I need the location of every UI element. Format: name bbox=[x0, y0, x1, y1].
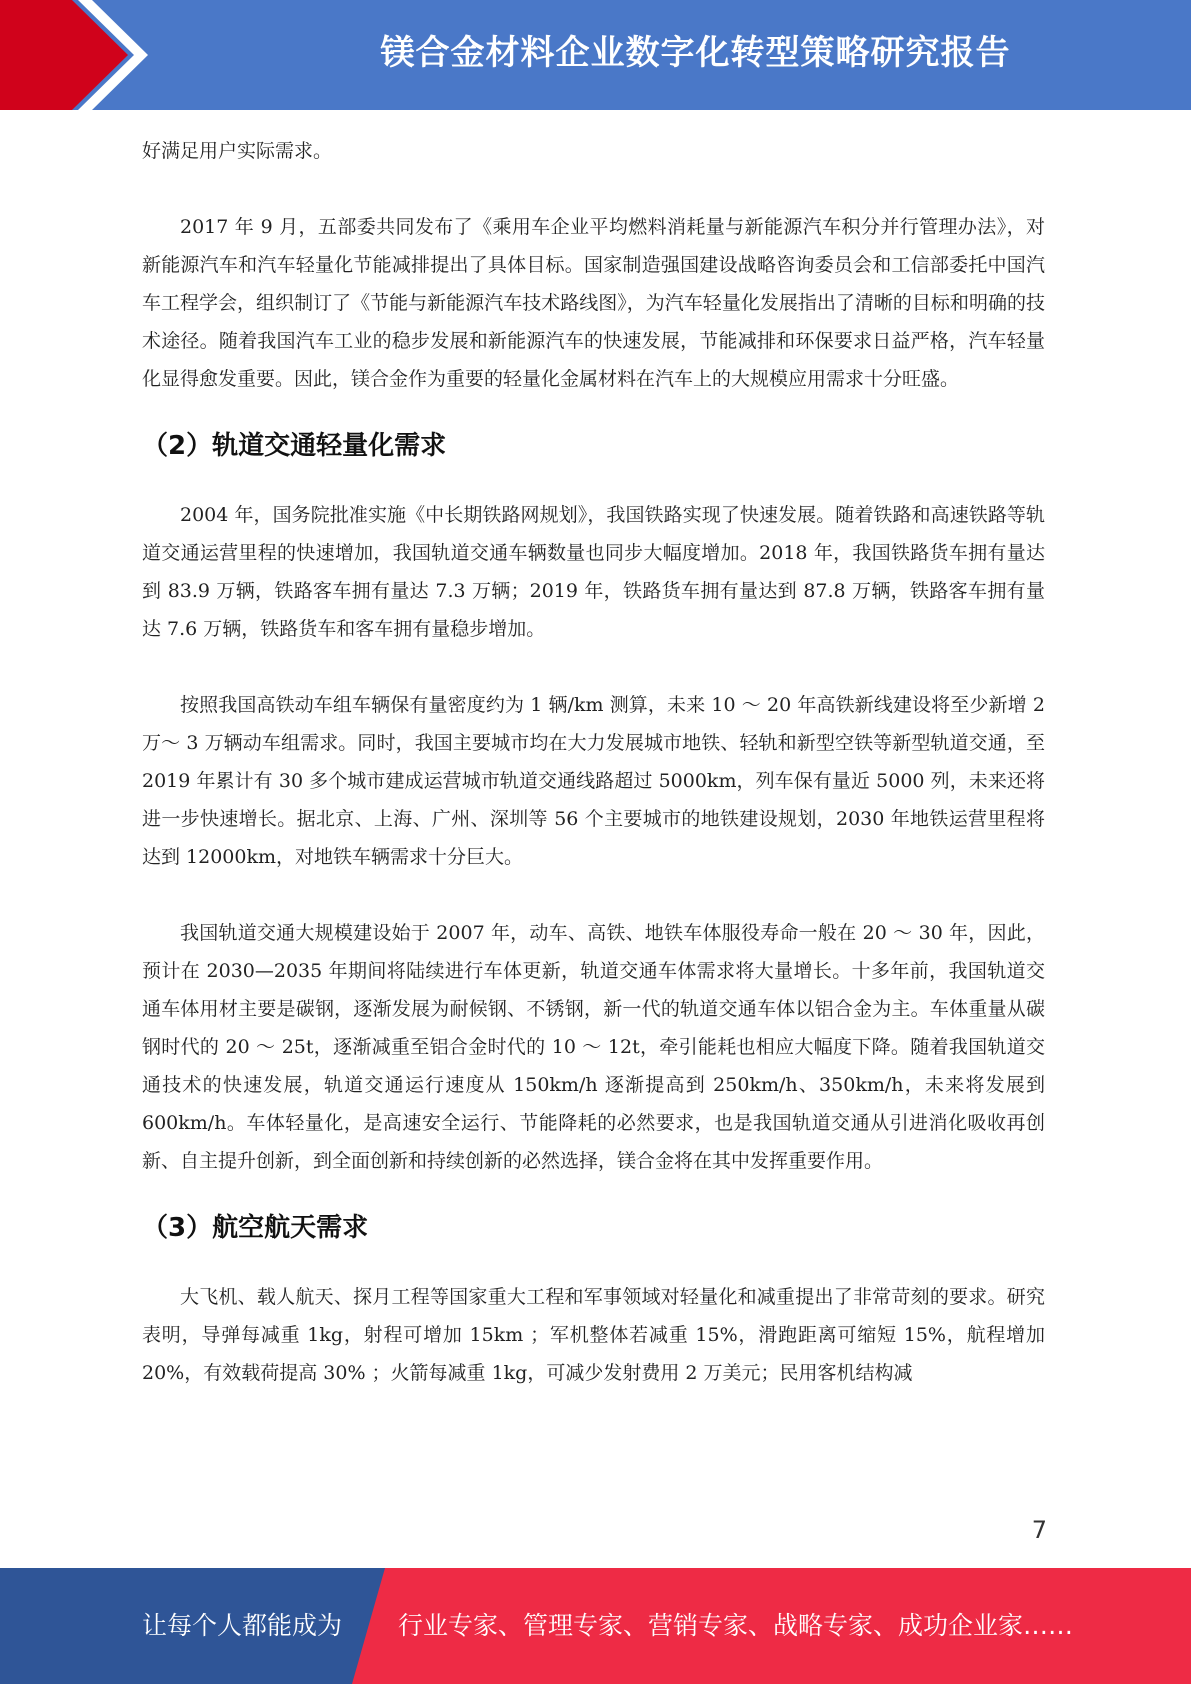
footer-slogan-left: 让每个人都能成为 bbox=[142, 1611, 343, 1640]
section-heading-aerospace: （3）航空航天需求 bbox=[142, 1213, 369, 1243]
page-header bbox=[0, 0, 1191, 110]
paragraph-continued: 好满足用户实际需求。 bbox=[142, 140, 333, 162]
paragraph-aerospace: 大飞机、载人航天、探月工程等国家重大工程和军事领域对轻量化和减重提出了非常苛刻的要求。研究表明，导弹每减重 1kg，射程可增加 15km ；军机整体若减重 15%，滑跑距离可缩短 15%，航程增加 20%，有效载荷提高 30% ；火箭每减重 1kg，可减少发射费用 2 万美元；民用客机结构减 bbox=[142, 1286, 1045, 1384]
paragraph-rail-lightweight: 我国轨道交通大规模建设始于 2007 年，动车、高铁、地铁车体服役寿命一般在 20 ～ 30 年，因此，预计在 2030—2035 年期间将陆续进行车体更新，轨道交通车体需求将大量增长。十多年前，我国轨道交通车体用材主要是碳钢，逐渐发展为耐候钢、不锈钢，新一代的轨道交通车体以铝合金为主。车体重量从碳钢时代的 20 ～ 25t，逐渐减重至铝合金时代的 10 ～ 12t，牵引能耗也相应大幅度下降。随着我国轨道交通技术的快速发展，轨道交通运行速度从 150km/h 逐渐提高到 250km/h、350km/h，未来将发展到 600km/h。车体轻量化，是高速安全运行、节能降耗的必然要求，也是我国轨道交通从引进消化吸收再创新、自主提升创新，到全面创新和持续创新的必然选择，镁合金将在其中发挥重要作用。 bbox=[142, 922, 1045, 1172]
footer-slogan-right: 行业专家、管理专家、营销专家、战略专家、成功企业家…… bbox=[398, 1611, 1074, 1640]
report-title: 镁合金材料企业数字化转型策略研究报告 bbox=[380, 33, 1011, 73]
page-footer bbox=[0, 1568, 1191, 1684]
paragraph-high-speed-rail: 按照我国高铁动车组车辆保有量密度约为 1 辆/km 测算，未来 10 ～ 20 年高铁新线建设将至少新增 2 万～ 3 万辆动车组需求。同时，我国主要城市均在大力发展城市地铁、轻轨和新型空铁等新型轨道交通，至 2019 年累计有 30 多个城市建成运营城市轨道交通线路超过 5000km，列车保有量近 5000 列，未来还将进一步快速增长。据北京、上海、广州、深圳等 56 个主要城市的地铁建设规划，2030 年地铁运营里程将达到 12000km，对地铁车辆需求十分巨大。 bbox=[142, 694, 1045, 868]
document-body bbox=[142, 132, 1045, 1392]
paragraph-rail-growth: 2004 年，国务院批准实施《中长期铁路网规划》，我国铁路实现了快速发展。随着铁路和高速铁路等轨道交通运营里程的快速增加，我国轨道交通车辆数量也同步大幅度增加。2018 年，我国铁路货车拥有量达到 83.9 万辆，铁路客车拥有量达 7.3 万辆；2019 年，铁路货车拥有量达到 87.8 万辆，铁路客车拥有量达 7.6 万辆，铁路货车和客车拥有量稳步增加。 bbox=[142, 504, 1045, 640]
header-arrow-decoration bbox=[0, 0, 200, 110]
section-heading-rail: （2）轨道交通轻量化需求 bbox=[142, 431, 447, 461]
page-number: 7 bbox=[1031, 1516, 1047, 1544]
paragraph-auto-policy: 2017 年 9 月，五部委共同发布了《乘用车企业平均燃料消耗量与新能源汽车积分并行管理办法》，对新能源汽车和汽车轻量化节能减排提出了具体目标。国家制造强国建设战略咨询委员会和工信部委托中国汽车工程学会，组织制订了《节能与新能源汽车技术路线图》，为汽车轻量化发展指出了清晰的目标和明确的技术途径。随着我国汽车工业的稳步发展和新能源汽车的快速发展，节能减排和环保要求日益严格，汽车轻量化显得愈发重要。因此，镁合金作为重要的轻量化金属材料在汽车上的大规模应用需求十分旺盛。 bbox=[142, 216, 1045, 390]
